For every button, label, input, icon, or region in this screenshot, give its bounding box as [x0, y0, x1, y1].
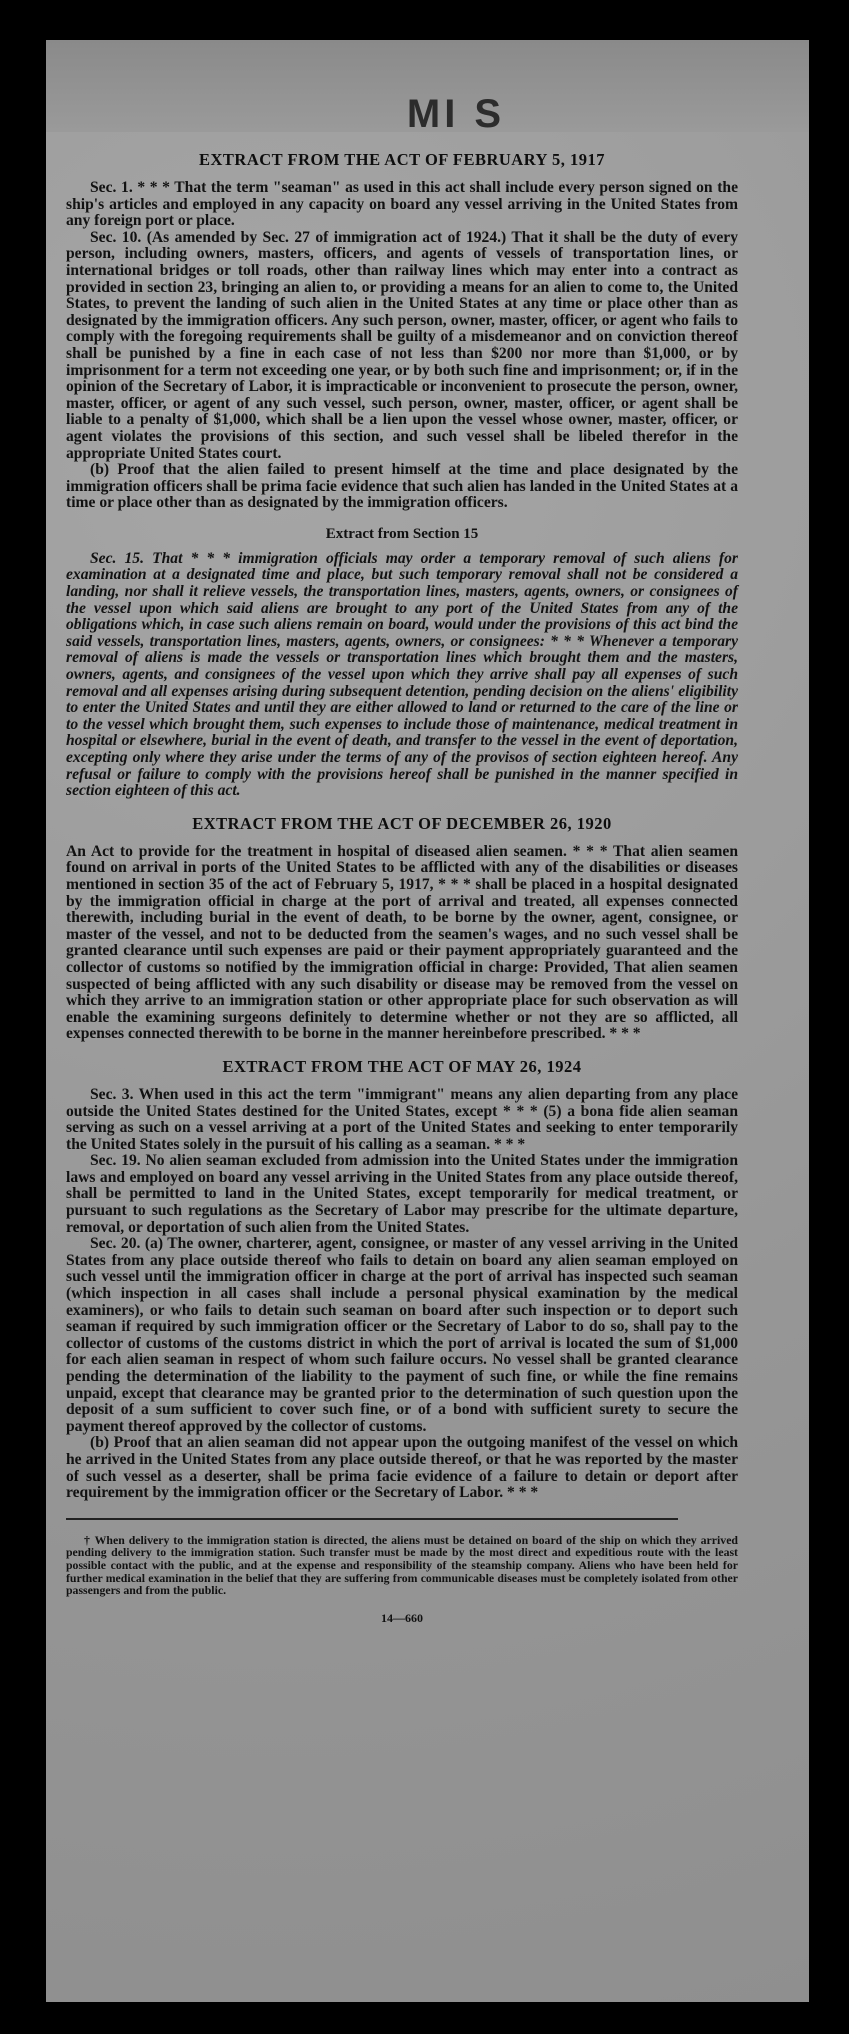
section-subheading: Extract from Section 15 [325, 525, 479, 542]
section-heading: EXTRACT FROM THE ACT OF MAY 26, 1924 [222, 1056, 582, 1076]
paragraph: Sec. 10. (As amended by Sec. 27 of immigration act of 1924.) That it shall be the duty of every person, including owners, masters, officers, and agents of vessels of transportation lines, or international bridges or toll roads, other than railway lines which may enter into a contract as provided in section 23, bringing an alien to, or providing a means for an alien to come to, the United States, to prevent the landing of such alien in the United States at any time or place other than as designated by the immigration officers. Any such person, owner, master, officer, or agent who fails to comply with the foregoing requirements shall be guilty of a misdemeanor and on conviction thereof shall be punished by a fine in each case of not less than $200 nor more than $1,000, or by imprisonment for a term not exceeding one year, or by both such fine and imprisonment; or, if in the opinion of the Secretary of Labor, it is impracticable or inconvenient to prosecute the person, owner, master, officer, or agent of any such vessel, such person, owner, master, officer, or agent shall be liable to a penalty of $1,000, which shall be a lien upon the vessel whose owner, master, officer, or agent violates the provisions of this section, and such vessel shall be libeled therefor in the appropriate United States court. [66, 228, 738, 462]
paragraph: Sec. 1. * * * That the term "seaman" as used in this act shall include every person signed on the ship's articles and employed in any capacity on board any vessel arriving in the United States from any foreign port or place. [66, 179, 738, 230]
header-fragment: MI S [406, 92, 506, 132]
footnote-text: † When delivery to the immigration station is directed, the aliens must be detained on board of the ship on which they arrived pending delivery to the immigration station. Such transfer must be made by the most direct and expeditious route with the least possible contact with the public, and at the expense and responsibility of the steamship company. Aliens who have been held for further medical examination in the belief that they are suffering from communicable diseases must be completely isolated from other passengers and from the public. [66, 1532, 738, 1598]
section-heading: EXTRACT FROM THE ACT OF DECEMBER 26, 1920 [192, 813, 612, 833]
paragraph: Sec. 15. That * * * immigration officials may order a temporary removal of such aliens for examination at a designated time and place, but such temporary removal shall not be considered a landing, nor shall it relieve vessels, the transportation lines, masters, agents, owners, or consignees of the vessel upon which said aliens are brought to any port of the United States from any of the obligations which, in case such aliens remain on board, would under the provisions of this act bind the said vessels, transportation lines, masters, agents, owners, or consignees: * * * Whenever a temporary removal of aliens is made the vessels or transportation lines which brought them and the masters, owners, agents, and consignees of the vessel upon which they arrive shall pay all expenses of such removal and all expenses arising during subsequent detention, pending decision on the aliens' eligibility to enter the United States and until they are either allowed to land or returned to the care of the line or to the vessel which brought them, such expenses to include those of maintenance, medical treatment in hospital or elsewhere, burial in the event of death, and transfer to the vessel in the event of deportation, excepting only where they arise under the terms of any of the provisos of section eighteen hereof. Any refusal or failure to comply with the provisions hereof shall be punished in the manner specified in section eighteen of this act. [66, 549, 738, 800]
paragraph: Sec. 3. When used in this act the term "immigrant" means any alien departing from any place outside the United States destined for the United States, except * * * (5) a bona fide alien seaman serving as such on a vessel arriving at a port of the United States and seeking to enter temporarily the United States solely in the pursuit of his calling as a seaman. * * * [66, 1085, 738, 1153]
paragraph: (b) Proof that an alien seaman did not appear upon the outgoing manifest of the vessel on which he arrived in the United States from any place outside thereof, or that he was reported by the master of such vessel as a deserter, shall be prima facie evidence of a failure to detain or deport after requirement by the immigration officer or the Secretary of Labor. * * * [66, 1434, 738, 1502]
section-extract-15 [66, 526, 738, 800]
section-act-may-1924 [66, 1057, 738, 1502]
paragraph: (b) Proof that the alien failed to present himself at the time and place designated by the immigration officers shall be prima facie evidence that such alien has landed in the United States at a time or place other than as designated by the immigration officers. [66, 461, 738, 512]
divider [66, 1518, 678, 1520]
paragraph: Sec. 20. (a) The owner, charterer, agent, consignee, or master of any vessel arriving in the United States from any place outside thereof who fails to detain on board any alien seaman employed on such vessel until the immigration officer in charge at the port of arrival has inspected such seaman (which inspection in all cases shall include a personal physical examination by the medical examiners), or who fails to detain such seaman on board after such inspection or to deport such seaman if required by such immigration officer or the Secretary of Labor to do so, shall pay to the collector of customs of the customs district in which the port of arrival is located the sum of $1,000 for each alien seaman in respect of whom such failure occurs. No vessel shall be granted clearance pending the determination of the liability to the payment of such fine, or while the fine remains unpaid, except that clearance may be granted prior to the determination of such question upon the deposit of a sum sufficient to cover such fine, or of a bond with sufficient surety to secure the payment thereof approved by the collector of customs. [66, 1235, 738, 1435]
section-act-feb-1917 [66, 150, 738, 512]
paragraph: Sec. 19. No alien seaman excluded from admission into the United States under the immigration laws and employed on board any vessel arriving in the United States from any place outside thereof, shall be permitted to land in the United States, except temporarily for medical treatment, or pursuant to such regulations as the Secretary of Labor may prescribe for the ultimate departure, removal, or deportation of such alien from the United States. [66, 1152, 738, 1236]
section-heading: EXTRACT FROM THE ACT OF FEBRUARY 5, 1917 [199, 150, 605, 169]
paragraph: An Act to provide for the treatment in hospital of diseased alien seamen. * * * That alien seamen found on arrival in ports of the United States to be afflicted with any of the disabilities or diseases mentioned in section 35 of the act of February 5, 1917, * * * shall be placed in a hospital designated by the immigration official in charge at the port of arrival and treated, all expenses connected therewith, including burial in the event of death, to be borne by the owner, agent, consignee, or master of the vessel, and not to be deducted from the seamen's wages, and no such vessel shall be granted clearance until such expenses are paid or their payment appropriately guaranteed and the collector of customs so notified by the immigration official in charge: Provided, That alien seamen suspected of being afflicted with any such disability or disease may be removed from the vessel on which they arrive to an immigration station or other appropriate place for such observation as will enable the examining surgeons definitely to determine whether or not they are so afflicted, all expenses connected therewith to be borne in the manner hereinbefore prescribed. * * * [66, 842, 738, 1043]
section-act-dec-1920 [66, 814, 738, 1043]
document-body [66, 150, 738, 1626]
footnote [66, 1534, 738, 1597]
page-number: 14—660 [381, 1610, 423, 1625]
